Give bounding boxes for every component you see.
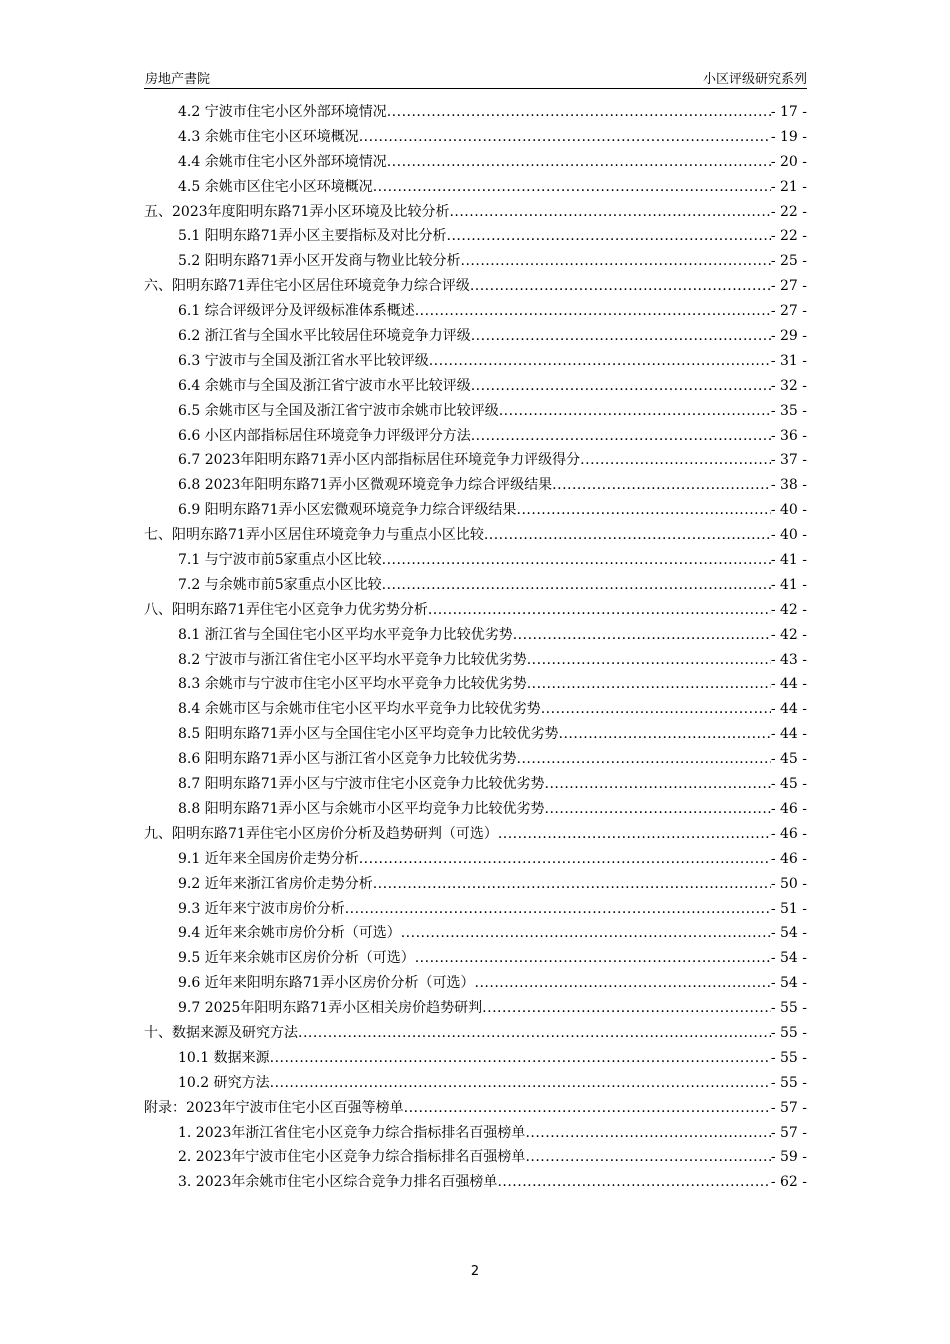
toc-entry-title: 附录：2023年宁波市住宅小区百强等榜单: [144, 1099, 404, 1116]
toc-dot-leader: [373, 872, 771, 897]
toc-chapter-entry[interactable]: [144, 1021, 807, 1046]
toc-entry-title: 10.1 数据来源: [178, 1049, 270, 1066]
toc-entry-title: 6.4 余姚市与全国及浙江省宁波市水平比较评级: [178, 377, 471, 394]
toc-dot-leader: [382, 548, 771, 573]
toc-dot-leader: [470, 274, 771, 299]
toc-section-entry[interactable]: [144, 299, 807, 324]
toc-section-entry[interactable]: [144, 125, 807, 150]
toc-entry-page: - 17 -: [770, 104, 807, 120]
toc-section-entry[interactable]: [144, 498, 807, 523]
toc-entry-title: 9.5 近年来余姚市区房价分析（可选）: [178, 950, 415, 967]
toc-section-entry[interactable]: [144, 921, 807, 946]
toc-entry-page: - 41 -: [770, 576, 807, 593]
toc-section-entry[interactable]: [144, 249, 807, 274]
toc-entry-page: - 40 -: [770, 527, 807, 544]
toc-dot-leader: [527, 648, 771, 673]
toc-entry-page: - 25 -: [770, 253, 807, 270]
toc-entry-page: - 54 -: [770, 975, 807, 992]
toc-section-entry[interactable]: [144, 175, 807, 200]
toc-entry-title: 6.7 2023年阳明东路71弄小区内部指标居住环境竞争力评级得分: [178, 452, 581, 469]
toc-entry-page: - 46 -: [770, 800, 807, 817]
toc-section-entry[interactable]: [144, 722, 807, 747]
toc-entry-title: 6.5 余姚市区与全国及浙江省宁波市余姚市比较评级: [178, 402, 499, 419]
toc-dot-leader: [270, 1071, 771, 1096]
toc-entry-page: - 54 -: [770, 950, 807, 967]
toc-entry-title: 6.3 宁波市与全国及浙江省水平比较评级: [178, 352, 429, 369]
toc-chapter-entry[interactable]: [144, 200, 807, 225]
toc-entry-title: 8.5 阳明东路71弄小区与全国住宅小区平均竞争力比较优劣势: [178, 726, 559, 743]
toc-entry-page: - 40 -: [770, 502, 807, 519]
toc-entry-page: - 19 -: [770, 128, 807, 145]
toc-entry-page: - 55 -: [770, 1049, 807, 1066]
toc-entry-page: - 44 -: [770, 701, 807, 718]
toc-dot-leader: [447, 224, 771, 249]
toc-section-entry[interactable]: [144, 847, 807, 872]
toc-entry-page: - 36 -: [770, 427, 807, 444]
toc-entry-title: 10.2 研究方法: [178, 1074, 270, 1091]
toc-section-entry[interactable]: [144, 150, 807, 175]
toc-dot-leader: [298, 1021, 771, 1046]
toc-entry-title: 8.8 阳明东路71弄小区与余姚市小区平均竞争力比较优劣势: [178, 800, 545, 817]
toc-entry-page: - 20 -: [770, 153, 807, 170]
toc-section-entry[interactable]: [144, 1145, 807, 1170]
toc-entry-title: 6.8 2023年阳明东路71弄小区微观环境竞争力综合评级结果: [178, 477, 553, 494]
header-publisher: 房地产書院: [145, 72, 211, 87]
toc-entry-page: - 37 -: [770, 452, 807, 469]
toc-dot-leader: [471, 374, 771, 399]
toc-chapter-entry[interactable]: [144, 598, 807, 623]
toc-section-entry[interactable]: [144, 672, 807, 697]
toc-dot-leader: [527, 672, 771, 697]
toc-section-entry[interactable]: [144, 971, 807, 996]
toc-dot-leader: [449, 200, 770, 225]
toc-entry-page: - 54 -: [770, 925, 807, 942]
toc-dot-leader: [513, 623, 771, 648]
toc-entry-title: 6.6 小区内部指标居住环境竞争力评级评分方法: [178, 427, 471, 444]
toc-dot-leader: [545, 772, 771, 797]
toc-section-entry[interactable]: [144, 996, 807, 1021]
toc-section-entry[interactable]: [144, 747, 807, 772]
toc-chapter-entry[interactable]: [144, 523, 807, 548]
toc-dot-leader: [382, 573, 771, 598]
toc-section-entry[interactable]: [144, 1170, 807, 1195]
toc-section-entry[interactable]: [144, 946, 807, 971]
toc-dot-leader: [401, 921, 771, 946]
toc-dot-leader: [270, 1046, 771, 1071]
toc-dot-leader: [482, 996, 771, 1021]
toc-entry-title: 8.2 宁波市与浙江省住宅小区平均水平竞争力比较优劣势: [178, 651, 527, 668]
toc-dot-leader: [428, 598, 771, 623]
toc-section-entry[interactable]: [144, 697, 807, 722]
toc-entry-title: 七、阳明东路71弄小区居住环境竞争力与重点小区比较: [144, 527, 484, 544]
toc-entry-page: - 55 -: [770, 1000, 807, 1017]
toc-entry-page: - 21 -: [770, 178, 807, 195]
toc-section-entry[interactable]: [144, 1121, 807, 1146]
toc-entry-page: - 22 -: [770, 228, 807, 245]
toc-entry-page: - 50 -: [770, 875, 807, 892]
toc-entry-page: - 42 -: [770, 626, 807, 643]
toc-section-entry[interactable]: [144, 623, 807, 648]
toc-section-entry[interactable]: [144, 349, 807, 374]
toc-entry-title: 7.2 与余姚市前5家重点小区比较: [178, 576, 382, 593]
toc-entry-title: 6.9 阳明东路71弄小区宏微观环境竞争力综合评级结果: [178, 502, 517, 519]
toc-dot-leader: [559, 722, 771, 747]
toc-entry-page: - 31 -: [770, 352, 807, 369]
toc-entry-page: - 57 -: [770, 1124, 807, 1141]
toc-entry-page: - 38 -: [770, 477, 807, 494]
toc-dot-leader: [517, 498, 771, 523]
toc-entry-page: - 44 -: [770, 726, 807, 743]
page-header: [144, 66, 807, 89]
toc-dot-leader: [471, 424, 771, 449]
toc-dot-leader: [415, 299, 771, 324]
toc-entry-page: - 35 -: [770, 402, 807, 419]
page-number: 2: [470, 1264, 480, 1279]
toc-section-entry[interactable]: [144, 224, 807, 249]
toc-entry-title: 1. 2023年浙江省住宅小区竞争力综合指标排名百强榜单: [178, 1124, 526, 1141]
toc-entry-title: 九、阳明东路71弄住宅小区房价分析及趋势研判（可选）: [144, 825, 498, 842]
toc-dot-leader: [359, 847, 771, 872]
toc-entry-title: 9.3 近年来宁波市房价分析: [178, 900, 345, 917]
toc-entry-title: 7.1 与宁波市前5家重点小区比较: [178, 552, 382, 569]
toc-dot-leader: [475, 971, 771, 996]
header-series: 小区评级研究系列: [702, 72, 807, 87]
toc-section-entry[interactable]: [144, 573, 807, 598]
toc-dot-leader: [498, 822, 771, 847]
toc-entry-page: - 22 -: [770, 203, 807, 220]
toc-section-entry[interactable]: [144, 448, 807, 473]
toc-dot-leader: [387, 150, 771, 175]
toc-entry-title: 5.1 阳明东路71弄小区主要指标及对比分析: [178, 228, 447, 245]
toc-section-entry[interactable]: [144, 797, 807, 822]
toc-entry-title: 4.5 余姚市区住宅小区环境概况: [178, 178, 373, 195]
toc-entry-page: - 32 -: [770, 377, 807, 394]
toc-dot-leader: [359, 125, 771, 150]
toc-entry-title: 9.7 2025年阳明东路71弄小区相关房价趋势研判: [178, 1000, 483, 1017]
toc-entry-title: 8.3 余姚市与宁波市住宅小区平均水平竞争力比较优劣势: [178, 676, 527, 693]
toc-entry-page: - 51 -: [770, 900, 807, 917]
toc-chapter-entry[interactable]: [144, 274, 807, 299]
toc-dot-leader: [484, 523, 771, 548]
toc-dot-leader: [404, 1096, 771, 1121]
toc-dot-leader: [541, 697, 771, 722]
toc-entry-title: 8.1 浙江省与全国住宅小区平均水平竞争力比较优劣势: [178, 626, 513, 643]
toc-entry-page: - 42 -: [770, 601, 807, 618]
toc-entry-title: 8.6 阳明东路71弄小区与浙江省小区竞争力比较优劣势: [178, 751, 517, 768]
toc-section-entry[interactable]: [144, 399, 807, 424]
toc-entry-page: - 29 -: [770, 328, 807, 345]
toc-section-entry[interactable]: [144, 424, 807, 449]
toc-entry-title: 8.7 阳明东路71弄小区与宁波市住宅小区竞争力比较优劣势: [178, 776, 545, 793]
toc-dot-leader: [373, 175, 771, 200]
toc-section-entry[interactable]: [144, 548, 807, 573]
toc-entry-title: 5.2 阳明东路71弄小区开发商与物业比较分析: [178, 253, 461, 270]
toc-section-entry[interactable]: [144, 1046, 807, 1071]
toc-entry-page: - 43 -: [770, 651, 807, 668]
toc-entry-page: - 55 -: [770, 1074, 807, 1091]
toc-dot-leader: [580, 448, 771, 473]
toc-chapter-entry[interactable]: [144, 1096, 807, 1121]
toc-entry-title: 八、阳明东路71弄住宅小区竞争力优劣势分析: [144, 601, 428, 618]
toc-dot-leader: [525, 1121, 770, 1146]
toc-entry-page: - 59 -: [770, 1149, 807, 1166]
toc-entry-page: - 62 -: [770, 1174, 807, 1191]
toc-entry-page: - 27 -: [770, 303, 807, 320]
toc-entry-page: - 41 -: [770, 552, 807, 569]
toc-section-entry[interactable]: [144, 473, 807, 498]
toc-section-entry[interactable]: [144, 374, 807, 399]
toc-entry-page: - 55 -: [770, 1024, 807, 1041]
toc-chapter-entry[interactable]: [144, 822, 807, 847]
toc-dot-leader: [461, 249, 771, 274]
table-of-contents: [144, 100, 807, 1195]
toc-dot-leader: [429, 349, 771, 374]
toc-section-entry[interactable]: [144, 772, 807, 797]
toc-dot-leader: [545, 797, 771, 822]
toc-dot-leader: [345, 897, 771, 922]
toc-dot-leader: [497, 1170, 770, 1195]
toc-entry-title: 4.3 余姚市住宅小区环境概况: [178, 128, 359, 145]
toc-entry-page: - 46 -: [770, 825, 807, 842]
toc-entry-page: - 45 -: [770, 776, 807, 793]
toc-dot-leader: [552, 473, 771, 498]
toc-dot-leader: [387, 100, 771, 125]
toc-entry-title: 2. 2023年宁波市住宅小区竞争力综合指标排名百强榜单: [178, 1149, 526, 1166]
toc-entry-page: - 45 -: [770, 751, 807, 768]
toc-dot-leader: [499, 399, 771, 424]
toc-entry-title: 4.4 余姚市住宅小区外部环境情况: [178, 153, 387, 170]
toc-dot-leader: [525, 1145, 770, 1170]
toc-entry-title: 五、2023年度阳明东路71弄小区环境及比较分析: [144, 203, 450, 220]
toc-dot-leader: [471, 324, 771, 349]
toc-entry-page: - 57 -: [770, 1099, 807, 1116]
toc-section-entry[interactable]: [144, 100, 807, 125]
toc-section-entry[interactable]: [144, 872, 807, 897]
toc-entry-title: 6.2 浙江省与全国水平比较居住环境竞争力评级: [178, 328, 471, 345]
toc-entry-page: - 27 -: [770, 278, 807, 295]
toc-section-entry[interactable]: [144, 897, 807, 922]
toc-entry-title: 8.4 余姚市区与余姚市住宅小区平均水平竞争力比较优劣势: [178, 701, 541, 718]
toc-entry-title: 9.1 近年来全国房价走势分析: [178, 850, 359, 867]
toc-section-entry[interactable]: [144, 1071, 807, 1096]
toc-entry-title: 十、数据来源及研究方法: [144, 1024, 298, 1041]
toc-entry-title: 4.2 宁波市住宅小区外部环境情况: [178, 104, 387, 120]
toc-entry-title: 9.2 近年来浙江省房价走势分析: [178, 875, 373, 892]
toc-section-entry[interactable]: [144, 648, 807, 673]
toc-entry-title: 9.6 近年来阳明东路71弄小区房价分析（可选）: [178, 975, 475, 992]
toc-section-entry[interactable]: [144, 324, 807, 349]
toc-entry-title: 6.1 综合评级评分及评级标准体系概述: [178, 303, 415, 320]
toc-entry-title: 3. 2023年余姚市住宅小区综合竞争力排名百强榜单: [178, 1174, 498, 1191]
toc-entry-title: 9.4 近年来余姚市房价分析（可选）: [178, 925, 401, 942]
toc-dot-leader: [415, 946, 771, 971]
toc-entry-page: - 44 -: [770, 676, 807, 693]
toc-dot-leader: [517, 747, 771, 772]
toc-entry-page: - 46 -: [770, 850, 807, 867]
toc-entry-title: 六、阳明东路71弄住宅小区居住环境竞争力综合评级: [144, 278, 470, 295]
